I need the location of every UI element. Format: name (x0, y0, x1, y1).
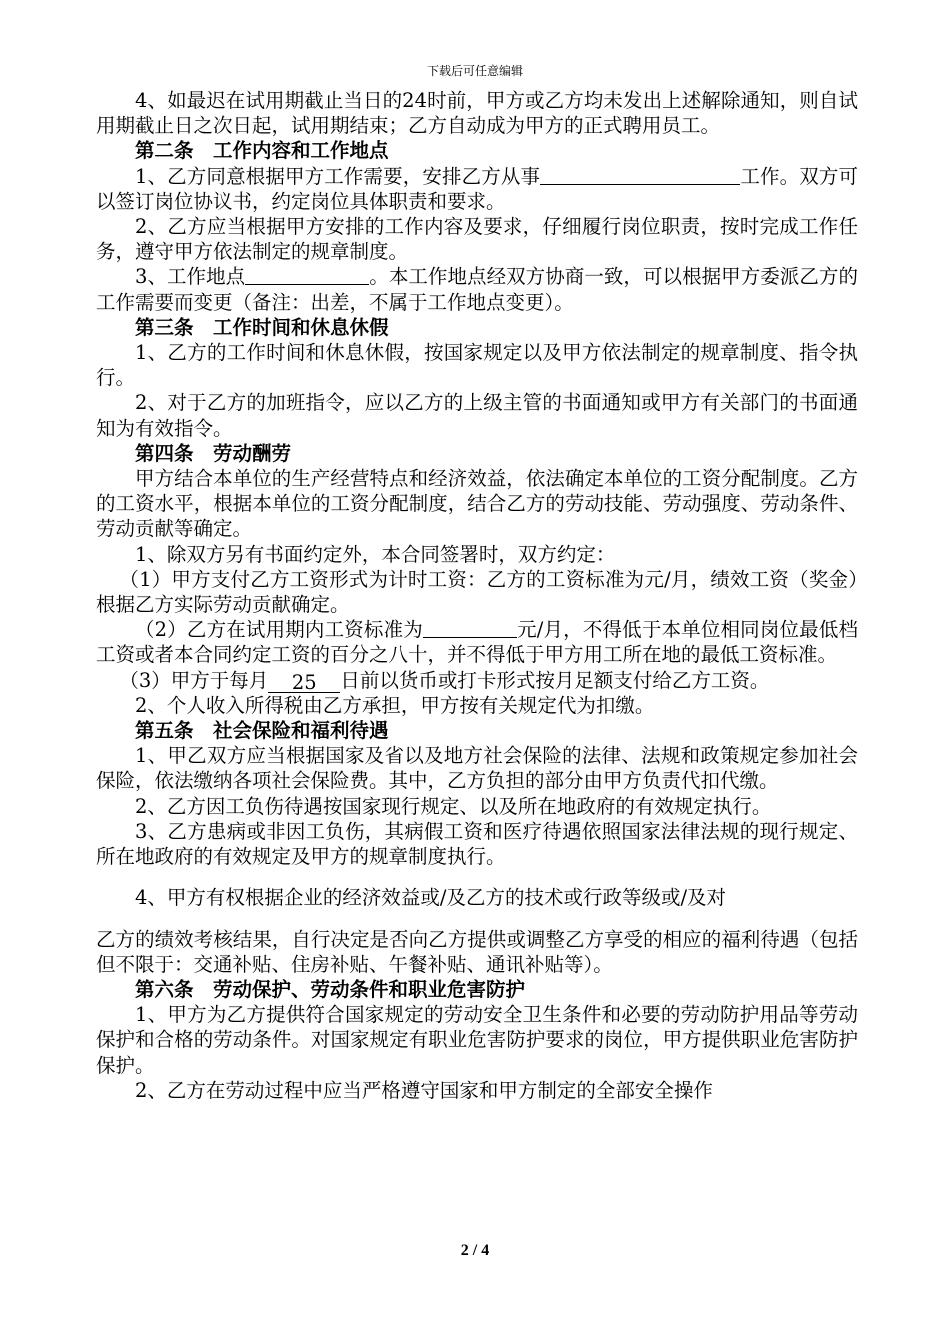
paragraph: 1、甲方为乙方提供符合国家规定的劳动安全卫生条件和必要的劳动防护用品等劳动保护和合格的劳动条件。对国家规定有职业危害防护要求的岗位，甲方提供职业危害防护保护。 (96, 1003, 858, 1077)
paragraph: 乙方的绩效考核结果，自行决定是否向乙方提供或调整乙方享受的相应的福利待遇（包括但不限于：交通补贴、住房补贴、午餐补贴、通讯补贴等）。 (96, 927, 858, 976)
section-heading: 第六条 劳动保护、劳动条件和职业危害防护 (135, 977, 526, 1001)
blank-field (540, 166, 740, 185)
pay-day-field: 25 (268, 674, 340, 693)
paragraph: 2、个人收入所得税由乙方承担，甲方按有关规定代为扣缴。 (135, 693, 655, 717)
section-heading: 第四条 劳动酬劳 (135, 441, 292, 465)
blank-field (423, 619, 517, 638)
header-note: 下载后可任意编辑 (426, 64, 523, 78)
text-segment: 3、工作地点 (135, 265, 246, 289)
paragraph: 甲方结合本单位的生产经营特点和经济效益，依法确定本单位的工资分配制度。乙方的工资水平，根据本单位的工资分配制度，结合乙方的劳动技能、劳动强度、劳动条件、劳动贡献等确定。 (96, 467, 858, 541)
section-heading: 第二条 工作内容和工作地点 (135, 139, 389, 163)
paragraph (96, 617, 858, 667)
paragraph: 1、甲乙双方应当根据国家及省以及地方社会保险的法律、法规和政策规定参加社会保险，依法缴纳各项社会保险费。其中，乙方负担的部分由甲方负责代扣代缴。 (96, 744, 858, 793)
text-segment: 元/月，不得低于本单位相同岗位最低档工资或者本合同约定工资的百分之八十，并不得低于甲方用工所在地的最低工资标准。 (96, 618, 858, 667)
page-number: 2 / 4 (460, 1242, 490, 1259)
blank-field (245, 266, 369, 285)
paragraph: 2、乙方因工负伤待遇按国家现行规定、以及所在地政府的有效规定执行。 (135, 794, 772, 818)
paragraph: 2、乙方在劳动过程中应当严格遵守国家和甲方制定的全部安全操作 (135, 1078, 713, 1102)
paragraph: 2、乙方应当根据甲方安排的工作内容及要求，仔细履行岗位职责，按时完成工作任务，遵守甲方依法制定的规章制度。 (96, 215, 858, 264)
text-segment: （3）甲方于每月 (119, 668, 269, 692)
text-segment: 工作。双方可以签订岗位协议书，约定岗位具体职责和要求。 (96, 164, 858, 213)
paragraph (96, 668, 858, 693)
paragraph: 1、除双方另有书面约定外，本合同签署时，双方约定： (135, 542, 616, 566)
text-segment: （2）乙方在试用期内工资标准为 (135, 618, 423, 642)
paragraph: 4、如最迟在试用期截止当日的24时前，甲方或乙方均未发出上述解除通知，则自试用期截止日之次日起，试用期结束；乙方自动成为甲方的正式聘用员工。 (96, 89, 858, 138)
paragraph: 1、乙方的工作时间和休息休假，按国家规定以及甲方依法制定的规章制度、指令执行。 (96, 341, 858, 390)
paragraph: 3、乙方患病或非因工负伤，其病假工资和医疗待遇依照国家法律法规的现行规定、所在地政府的有效规定及甲方的规章制度执行。 (96, 819, 858, 869)
document-body (96, 88, 858, 1103)
section-heading: 第三条 工作时间和休息休假 (135, 315, 389, 339)
spacer (96, 911, 858, 927)
paragraph: 2、对于乙方的加班指令，应以乙方的上级主管的书面通知或甲方有关部门的书面通知为有效指令。 (96, 391, 858, 440)
paragraph: （1）甲方支付乙方工资形式为计时工资：乙方的工资标准为元/月，绩效工资（奖金）根据乙方实际劳动贡献确定。 (96, 567, 858, 617)
spacer (96, 869, 858, 885)
paragraph (96, 164, 858, 214)
paragraph (96, 264, 858, 314)
section-heading: 第五条 社会保险和福利待遇 (135, 719, 389, 743)
text-segment: 1、乙方同意根据甲方工作需要，安排乙方从事 (135, 164, 541, 188)
paragraph: 4、甲方有权根据企业的经济效益或/及乙方的技术或行政等级或/及对 (135, 886, 727, 910)
text-segment: 日前以货币或打卡形式按月足额支付给乙方工资。 (340, 668, 770, 692)
text-segment: 。本工作地点经双方协商一致，可以根据甲方委派乙方的工作需要而变更（备注：出差，不属于工作地点变更）。 (96, 265, 858, 314)
